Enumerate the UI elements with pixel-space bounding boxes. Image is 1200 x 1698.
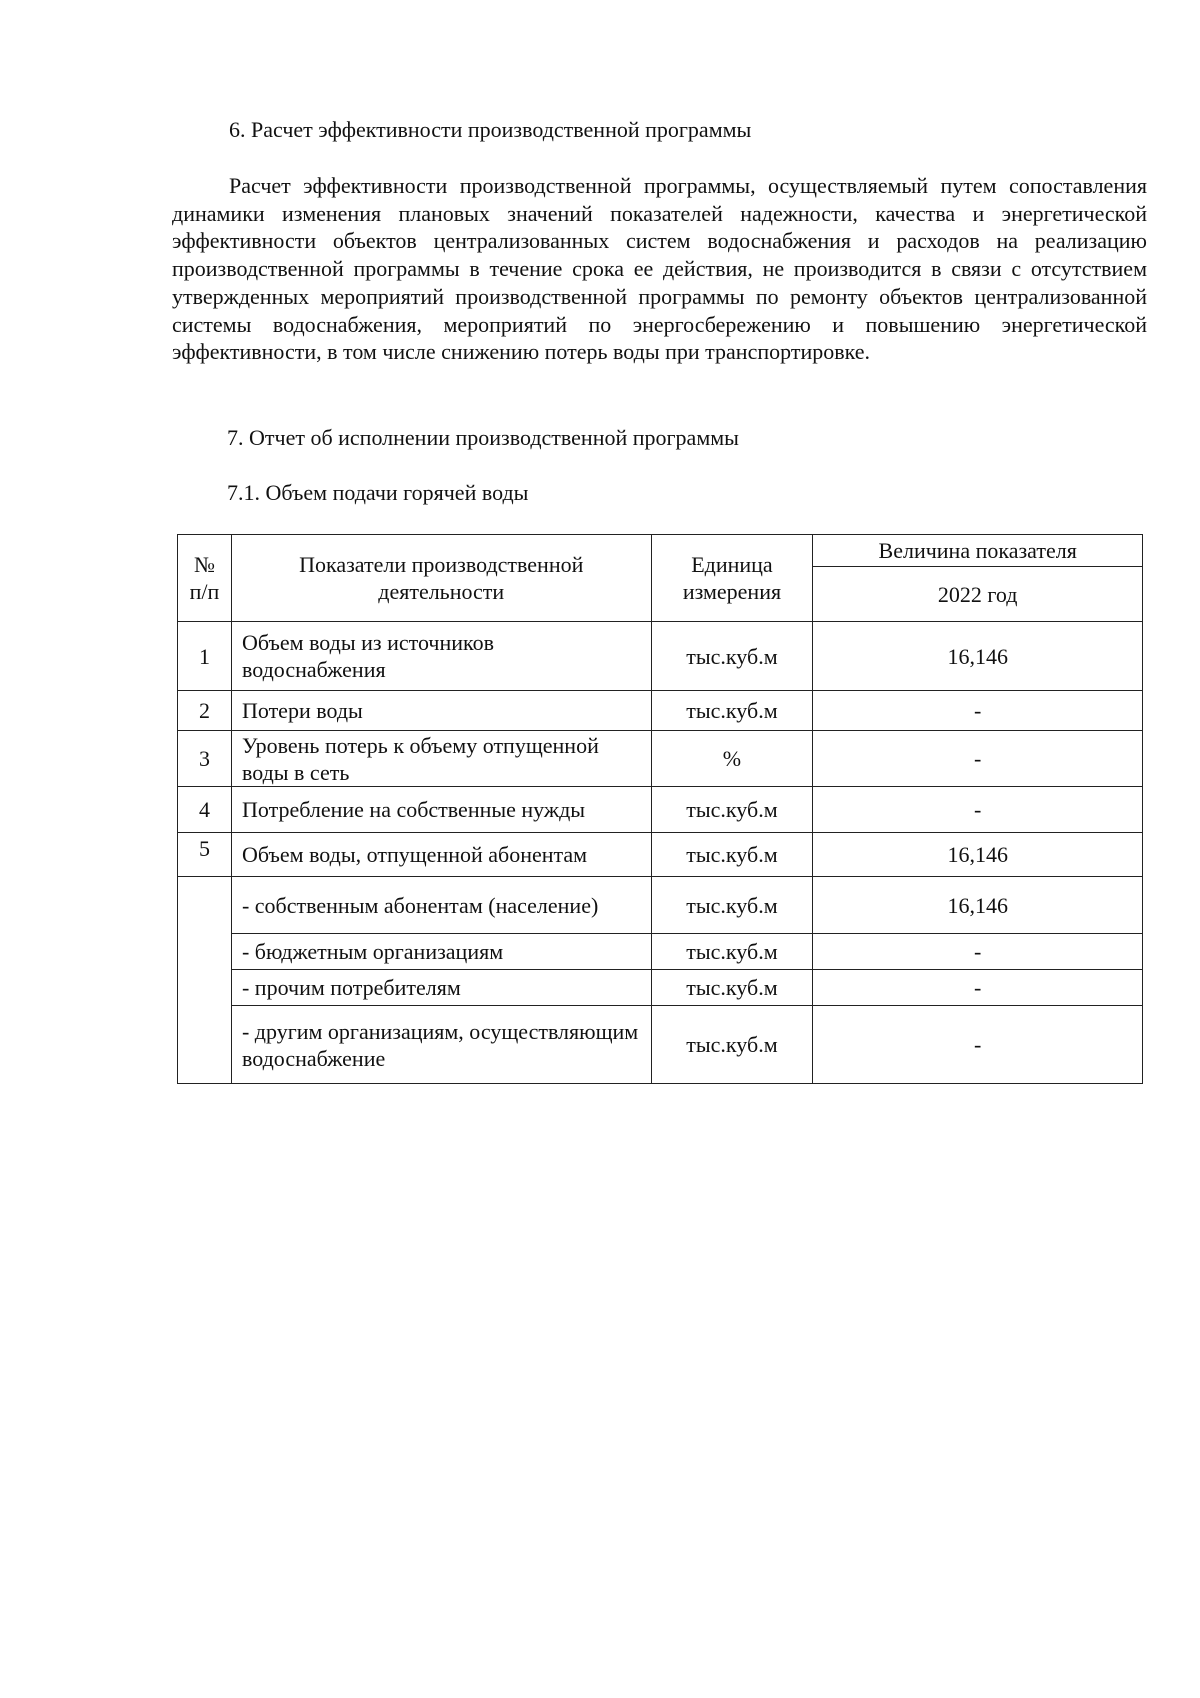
header-year: 2022 год xyxy=(813,567,1143,622)
table-row xyxy=(178,833,1143,877)
row-value: - xyxy=(813,787,1143,833)
row-unit: тыс.куб.м xyxy=(651,622,813,691)
header-unit: Единица измерения xyxy=(651,535,813,622)
row-value: - xyxy=(813,691,1143,731)
row-unit: тыс.куб.м xyxy=(651,1006,813,1084)
row-value: 16,146 xyxy=(813,877,1143,934)
row-num: 2 xyxy=(178,691,232,731)
header-indicator: Показатели производственной деятельности xyxy=(231,535,651,622)
row-indicator: Объем воды, отпущенной абонентам xyxy=(231,833,651,877)
header-num: № п/п xyxy=(178,535,232,622)
table-row xyxy=(178,787,1143,833)
row-value: - xyxy=(813,934,1143,970)
row-value: - xyxy=(813,731,1143,787)
row-num: 5 xyxy=(178,833,232,877)
row-unit: % xyxy=(651,731,813,787)
section-6-heading: 6. Расчет эффективности производственной программы xyxy=(229,117,752,142)
table-row xyxy=(178,877,1143,934)
row-value: 16,146 xyxy=(813,622,1143,691)
row-unit: тыс.куб.м xyxy=(651,970,813,1006)
water-supply-table xyxy=(177,534,1143,1084)
row-indicator: - собственным абонентам (население) xyxy=(231,877,651,934)
row-num: 1 xyxy=(178,622,232,691)
table-row xyxy=(178,622,1143,691)
row-indicator: Объем воды из источников водоснабжения xyxy=(231,622,651,691)
row-indicator: Потери воды xyxy=(231,691,651,731)
row-indicator: - бюджетным организациям xyxy=(231,934,651,970)
section-7-1-heading: 7.1. Объем подачи горячей воды xyxy=(227,480,529,505)
header-value: Величина показателя xyxy=(813,535,1143,567)
table-row xyxy=(178,691,1143,731)
row-num: 4 xyxy=(178,787,232,833)
row-num: 3 xyxy=(178,731,232,787)
row-unit: тыс.куб.м xyxy=(651,833,813,877)
table-header-row xyxy=(178,535,1143,567)
section-6-paragraph: Расчет эффективности производственной программы, осуществляемый путем сопоставления динамики изменения плановых значений показателей надежности, качества и энергетической эффективности объектов централизованных систем водоснабжения и расходов на реализацию производственной программы в течение срока ее действия, не производится в связи с отсутствием утвержденных мероприятий производственной программы по ремонту объектов централизованной системы водоснабжения, мероприятий по энергосбережению и повышению энергетической эффективности, в том числе снижению потерь воды при транспортировке. xyxy=(172,173,1147,365)
table-row xyxy=(178,934,1143,970)
row-indicator: - другим организациям, осуществляющим водоснабжение xyxy=(231,1006,651,1084)
row-indicator: - прочим потребителям xyxy=(231,970,651,1006)
row-unit: тыс.куб.м xyxy=(651,934,813,970)
table-row xyxy=(178,731,1143,787)
row-indicator: Уровень потерь к объему отпущенной воды в сеть xyxy=(231,731,651,787)
row-num-empty xyxy=(178,877,232,1084)
row-value: - xyxy=(813,970,1143,1006)
row-unit: тыс.куб.м xyxy=(651,877,813,934)
section-7-heading: 7. Отчет об исполнении производственной программы xyxy=(227,425,739,450)
row-unit: тыс.куб.м xyxy=(651,787,813,833)
row-indicator: Потребление на собственные нужды xyxy=(231,787,651,833)
table-row xyxy=(178,1006,1143,1084)
table-row xyxy=(178,970,1143,1006)
row-value: 16,146 xyxy=(813,833,1143,877)
row-value: - xyxy=(813,1006,1143,1084)
row-unit: тыс.куб.м xyxy=(651,691,813,731)
